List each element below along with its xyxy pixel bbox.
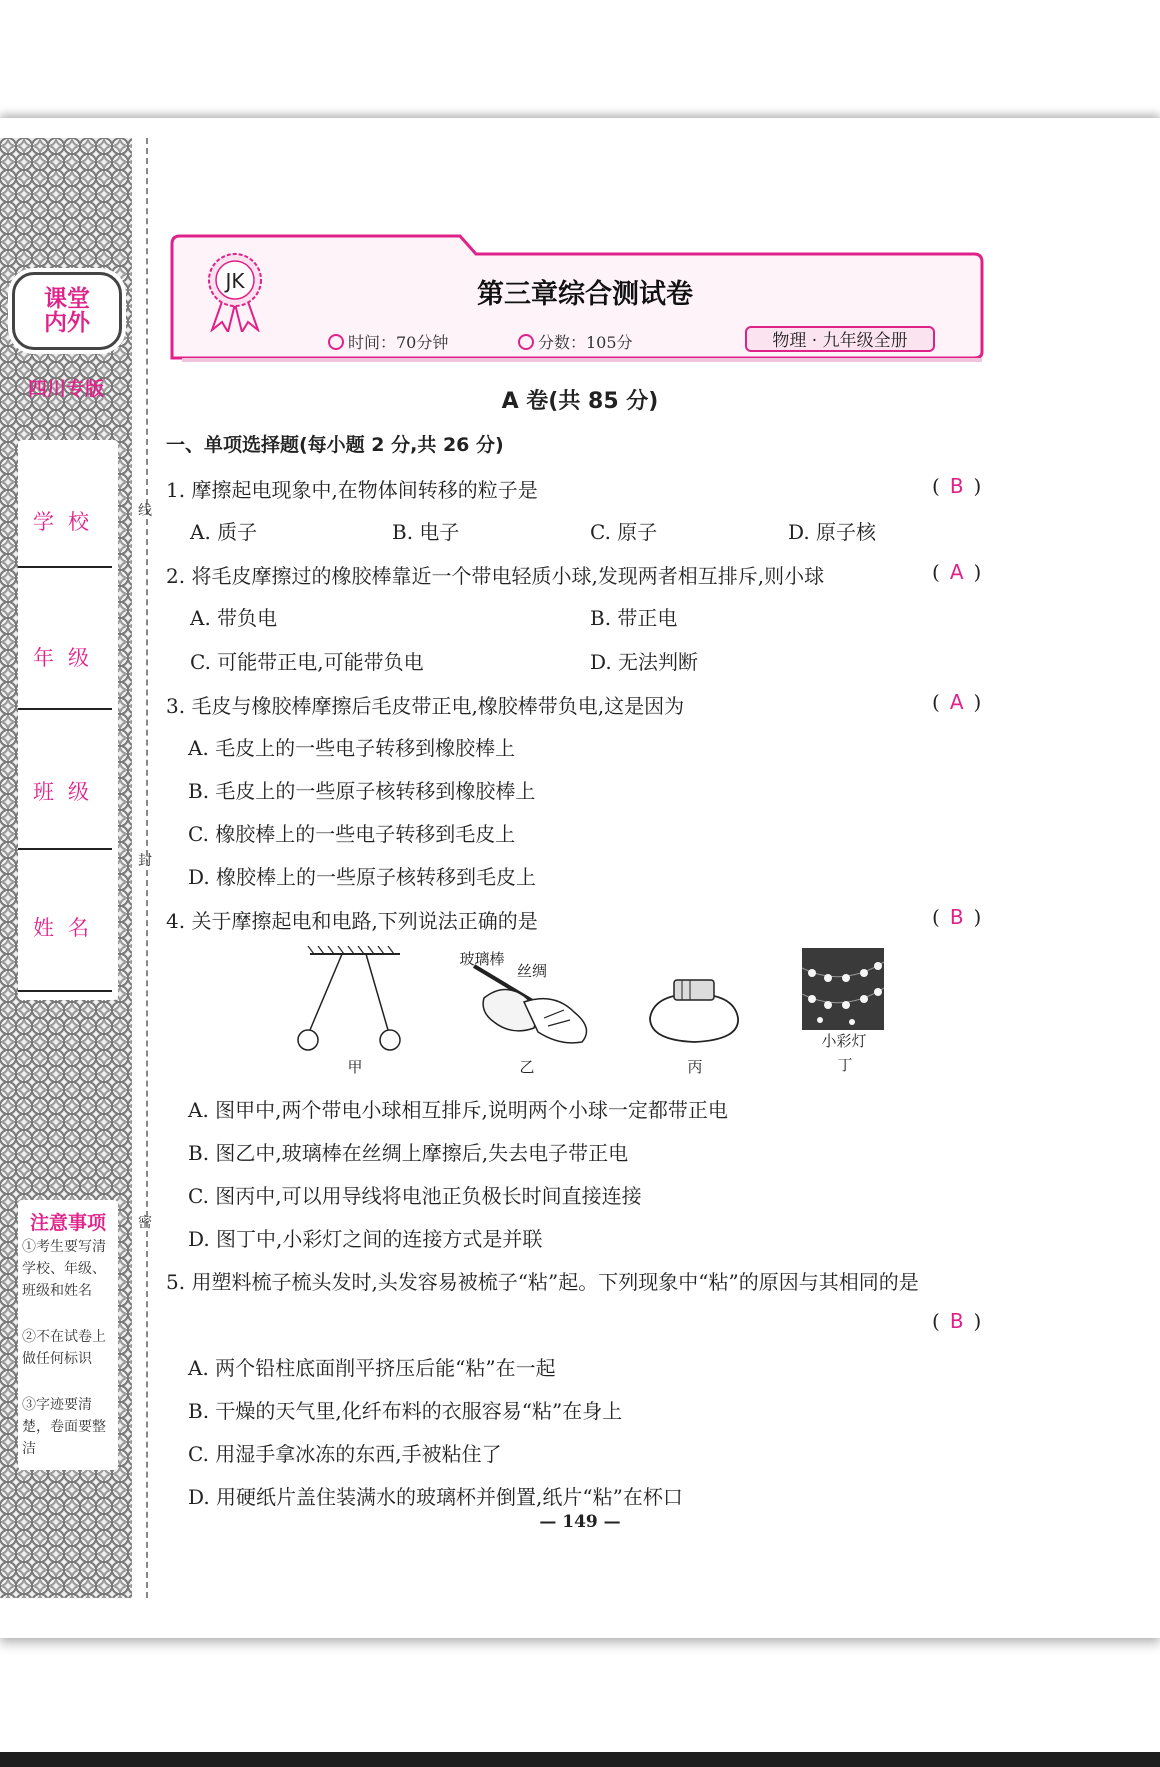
question-5-option: B. 干燥的天气里,化纤布料的衣服容易“粘”在身上 xyxy=(188,1399,623,1423)
question-4-option: C. 图丙中,可以用导线将电池正负极长时间直接连接 xyxy=(188,1184,642,1208)
hourglass-icon xyxy=(328,334,344,350)
string-lights-photo xyxy=(802,948,884,1030)
name-line xyxy=(18,990,112,992)
question-2-option: D. 无法判断 xyxy=(590,650,699,674)
question-3-option: C. 橡胶棒上的一些电子转移到毛皮上 xyxy=(188,822,516,846)
time-info xyxy=(328,330,448,353)
time-text: 时间：70分钟 xyxy=(348,333,449,352)
cut-mark-seal: 封 xyxy=(138,853,152,869)
logo-text-bottom: 内外 xyxy=(44,310,90,336)
question-4-option: B. 图乙中,玻璃棒在丝绸上摩擦后,失去电子带正电 xyxy=(188,1141,629,1165)
page-title: 第三章综合测试卷 xyxy=(477,279,693,310)
note-item: ②不在试卷上做任何标识 xyxy=(22,1329,106,1367)
question-3-option: D. 橡胶棒上的一些原子核转移到毛皮上 xyxy=(188,865,537,889)
part-title: 一、单项选择题(每小题 2 分,共 26 分) xyxy=(166,434,504,456)
school-line xyxy=(18,566,112,568)
grade-label: 年级 xyxy=(33,646,103,670)
question-5-answer: ( B ) xyxy=(932,1309,982,1333)
glass-rod-label: 玻璃棒 xyxy=(459,950,505,968)
figure-label-ding: 丁 xyxy=(837,1056,853,1074)
question-3-answer: ( A ) xyxy=(932,690,982,714)
section-title: A 卷(共 85 分) xyxy=(501,389,659,414)
question-2-option: A. 带负电 xyxy=(190,606,278,630)
logo-text-top: 课堂 xyxy=(44,286,90,312)
question-3-option: A. 毛皮上的一些电子转移到橡胶棒上 xyxy=(188,736,516,760)
pendulum-figure xyxy=(290,946,410,1056)
grade-line xyxy=(18,708,112,710)
question-4-option: A. 图甲中,两个带电小球相互排斥,说明两个小球一定都带正电 xyxy=(188,1098,728,1122)
question-4-stem: 4. 关于摩擦起电和电路,下列说法正确的是 xyxy=(166,909,538,933)
note-item: ①考生要写清学校、年级、班级和姓名 xyxy=(22,1239,106,1299)
question-1-option: A. 质子 xyxy=(190,520,258,544)
question-1-option: B. 电子 xyxy=(392,520,460,544)
question-5-option: D. 用硬纸片盖住装满水的玻璃杯并倒置,纸片“粘”在杯口 xyxy=(188,1485,683,1509)
score-text: 分数：105分 xyxy=(538,333,633,352)
question-1-answer: ( B ) xyxy=(932,474,982,498)
question-3-stem: 3. 毛皮与橡胶棒摩擦后毛皮带正电,橡胶棒带负电,这是因为 xyxy=(166,694,685,718)
seal-badge-icon xyxy=(206,252,264,332)
school-label: 学校 xyxy=(33,510,103,534)
question-2-answer: ( A ) xyxy=(932,560,982,584)
cut-mark-secret: 密 xyxy=(138,1215,152,1231)
question-1-stem: 1. 摩擦起电现象中,在物体间转移的粒子是 xyxy=(166,478,538,502)
edition-label: 四川专版 xyxy=(27,378,104,400)
question-5-option: A. 两个铅柱底面削平挤压后能“粘”在一起 xyxy=(188,1356,556,1380)
figure-label-jia: 甲 xyxy=(347,1058,363,1076)
figure-label-yi: 乙 xyxy=(519,1058,535,1076)
cut-mark-line: 线 xyxy=(138,503,152,519)
figure-label-bing: 丙 xyxy=(687,1058,703,1076)
question-2-option: C. 可能带正电,可能带负电 xyxy=(190,650,424,674)
notes-title: 注意事项 xyxy=(29,1212,106,1234)
battery-figure xyxy=(644,978,744,1048)
subject-tag: 物理 · 九年级全册 xyxy=(745,326,935,352)
brand-logo xyxy=(12,272,122,350)
silk-label: 丝绸 xyxy=(516,962,547,980)
screen-bottom-bar xyxy=(0,1752,1160,1767)
score-info xyxy=(518,330,633,353)
question-4-option: D. 图丁中,小彩灯之间的连接方式是并联 xyxy=(188,1227,543,1251)
question-3-option: B. 毛皮上的一些原子核转移到橡胶棒上 xyxy=(188,779,536,803)
question-5-option: C. 用湿手拿冰冻的东西,手被粘住了 xyxy=(188,1442,502,1466)
page-number: — 149 — xyxy=(539,1512,621,1532)
question-1-option: C. 原子 xyxy=(590,520,658,544)
note-item: ③字迹要清楚，卷面要整洁 xyxy=(22,1397,106,1457)
question-2-option: B. 带正电 xyxy=(590,606,678,630)
badge-text: JK xyxy=(225,269,245,293)
question-5-stem: 5. 用塑料梳子梳头发时,头发容易被梳子“粘”起。下列现象中“粘”的原因与其相同的是 xyxy=(166,1270,919,1294)
question-4-answer: ( B ) xyxy=(932,905,982,929)
name-label: 姓名 xyxy=(33,916,103,940)
check-icon xyxy=(518,334,534,350)
question-1-option: D. 原子核 xyxy=(788,520,877,544)
class-line xyxy=(18,848,112,850)
question-2-stem: 2. 将毛皮摩擦过的橡胶棒靠近一个带电轻质小球,发现两者相互排斥,则小球 xyxy=(166,564,825,588)
class-label: 班级 xyxy=(33,780,103,804)
lights-label: 小彩灯 xyxy=(821,1032,867,1050)
